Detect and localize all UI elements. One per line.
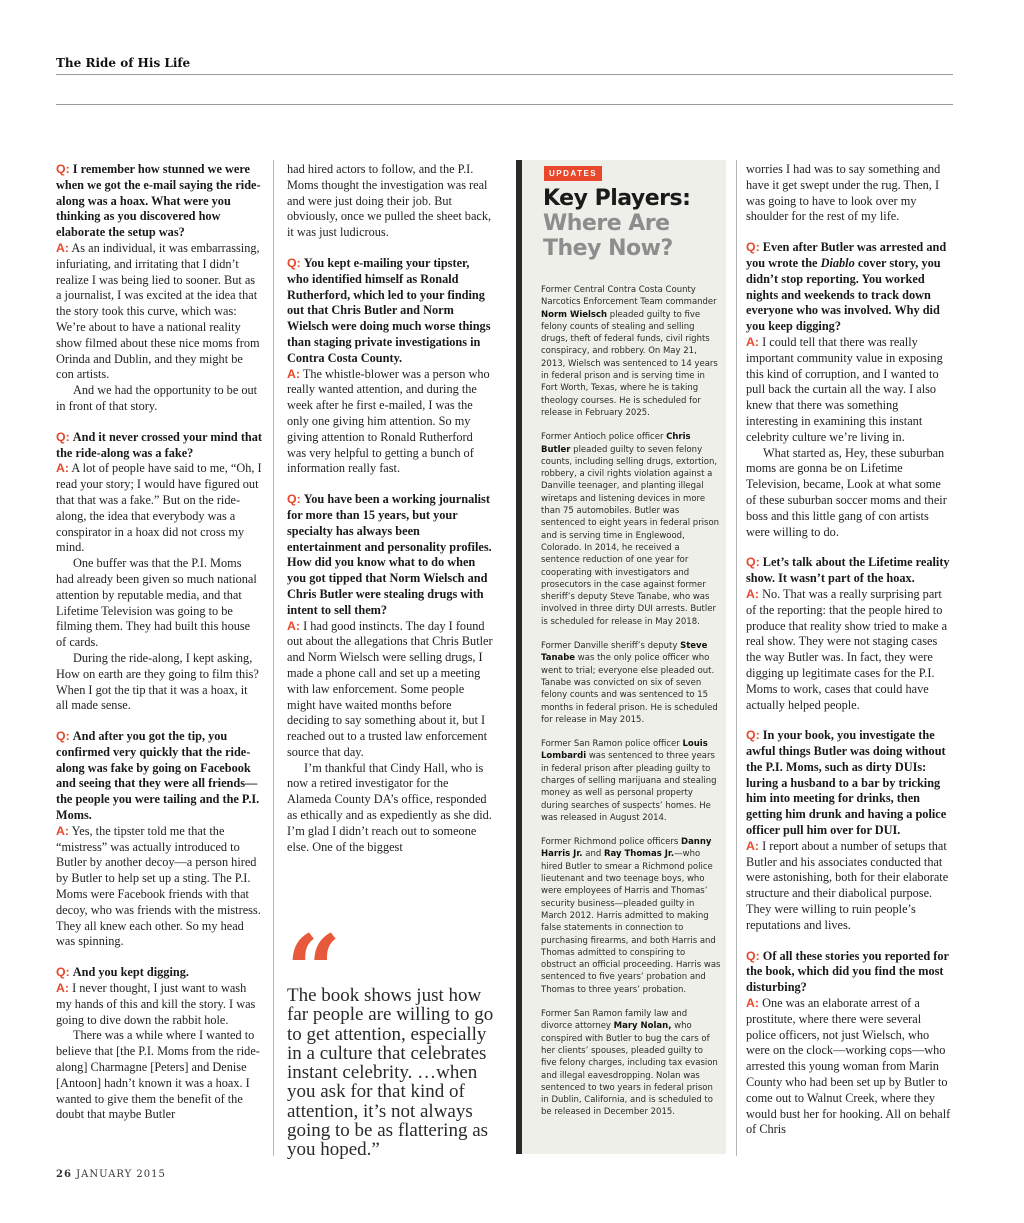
answer-text: I never thought, I just want to wash my hands of this and kill the story. I was going to dive down the rabbit hole.	[56, 981, 256, 1027]
entry-text: pleaded guilty to seven felony counts, including selling drugs, extortion, robbery, a civil rights violation against a Danville teenager, and planting illegal wiretaps and listening devices in more than 75 automobiles. Butler was sentenced to eight years in federal prison and is serving time in Englewood, Colorado. In 2014, he received a sentence reduction of one year for cooperating with investigators and prosecutors in the case against former sheriff’s deputy Steve Tanabe, who was involved in three dirty DUI arrests. Butler is scheduled for release in May 2018.	[541, 444, 720, 627]
entry-text: who conspired with Butler to bug the cars of her clients’ spouses, pleaded guilty to five felony charges, including tax evasion and illegal eavesdropping. Nolan was sentenced to two years in federal prison in Dublin, California, and is scheduled to be released in December 2015.	[541, 1021, 718, 1118]
sidebar-entry	[541, 1008, 721, 1119]
entry-text: —who hired Butler to smear a Richmond police lieutenant and two teenage boys, who were employees of Harris and Thomas’ security business—pleaded guilty in March 2012. Harris admitted to making false statements in connection to purchasing firearms, and both Harris and Thomas admitted to conspiring to obstruct an official proceeding. Harris was sentenced to five years’ probation and Thomas to three years’ probation.	[541, 849, 721, 995]
answer-text: A lot of people have said to me, “Oh, I read your story; I would have figured out that that was a fake.” But on the ride-along, the idea that everybody was a conspirator in a hoax did not cross my mind.	[56, 461, 262, 555]
question-label: Q:	[746, 948, 760, 963]
question-block	[287, 492, 494, 761]
sidebar-entry	[541, 836, 721, 996]
answer-text: The whistle-blower was a person who really wanted attention, and during the week after he first e-mailed, I was the only one giving him attention. So my giving attention to Ronald Rutherford was very helpful to getting a bunch of information really fast.	[287, 366, 490, 476]
answer-label: A:	[287, 618, 300, 633]
question-block	[56, 162, 262, 383]
running-head: The Ride of His Life	[56, 56, 191, 70]
answer-text: I report about a number of setups that Butler and his associates conducted that were astonishing, both for their elaborate structure and their diabolical purpose. They were willing to ruin people’s reputations and lives.	[746, 838, 949, 932]
header-rule	[56, 74, 953, 75]
entry-text: Former San Ramon family law and divorce attorney	[541, 1009, 688, 1032]
question-label: Q:	[56, 429, 70, 444]
updates-tag: UPDATES	[544, 166, 602, 181]
question-label: Q:	[56, 729, 70, 744]
article-column-2	[287, 162, 494, 855]
paragraph: worries I had was to say something and have it get swept under the rug. Then, I was going to have to look over my shoulder for the rest of my life.	[746, 162, 941, 224]
question-text-part: Even after Butler was arrested and you wrote the	[746, 240, 947, 270]
sidebar-subtitle: Where Are They Now?	[543, 211, 673, 261]
entry-text: Former Central Contra Costa County Narcotics Enforcement Team commander	[541, 285, 717, 308]
question-text: In your book, you investigate the awful things Butler was doing without the P.I. Moms, such as dirty DUIs: luring a husband to a bar by tricking him into meeting for drinks, then getting him drunk and having a police officer pull him over for DUI.	[746, 728, 947, 838]
issue-date: JANUARY 2015	[76, 1169, 166, 1180]
answer-text: I could tell that there was really important community value in exposing this kind of corruption, and I wanted to pull back the curtain all the way. I also knew that there was something interesting in examining this instant celebrity culture we’re living in.	[746, 334, 943, 444]
entry-name: Mary Nolan,	[613, 1021, 672, 1032]
answer-text: Yes, the tipster told me that the “mistress” was actually introduced to Butler by another decoy—a person hired by Butler to help set up a sting. The P.I. Moms were Facebook friends with that decoy, who was friends with the mistress. They all knew each other. So my head was spinning.	[56, 823, 261, 949]
question-label: Q:	[287, 255, 301, 270]
entry-name: Steve Tanabe	[541, 641, 708, 664]
sidebar-entry	[541, 738, 721, 824]
entry-text: was sentenced to three years in federal prison after pleading guilty to charges of selling marijuana and stealing money as well as personal property during searches of suspects’ homes. He was released in August 2014.	[541, 751, 717, 823]
sidebar-entry	[541, 431, 721, 628]
paragraph: And we had the opportunity to be out in front of that story.	[56, 383, 258, 413]
answer-label: A:	[746, 586, 759, 601]
question-text-part: cover story, you didn’t stop reporting. You worked nights and weekends to track down everyone who was involved. Why did you keep digging?	[746, 255, 941, 334]
answer-label: A:	[56, 981, 69, 996]
quote-mark-icon: “	[286, 914, 342, 1027]
answer-label: A:	[746, 838, 759, 853]
sidebar-body	[541, 284, 721, 1131]
paragraph: One buffer was that the P.I. Moms had already been given so much national attention by reputable media, and that Lifetime Television was going to be filming them. They had built this house of cards.	[56, 556, 257, 650]
article-column-4	[746, 162, 953, 1138]
answer-label: A:	[56, 823, 69, 838]
answer-label: A:	[746, 334, 759, 349]
question-text: And after you got the tip, you confirmed very quickly that the ride-along was fake by going on Facebook and seeing that they were all friends—the people you were tailing and the P.I. Moms.	[56, 729, 260, 823]
question-label: Q:	[56, 965, 70, 980]
answer-text: One was an elaborate arrest of a prostitute, where there were several police officers, not just Wielsch, who were on the clock—working cops—who arrested this young woman from Marin County who had been set up by Butler to come out to Walnut Creek, where they would bust her for hooking. All on behalf of Chris	[746, 996, 951, 1137]
article-column-1	[56, 162, 262, 1123]
column-divider	[273, 160, 274, 1156]
answer-label: A:	[56, 240, 69, 255]
question-label: Q:	[56, 162, 70, 176]
sidebar-title: Key Players:	[543, 186, 691, 211]
question-text: And you kept digging.	[72, 965, 189, 980]
question-label: Q:	[746, 240, 760, 255]
pull-quote: The book shows just how far people are willing to go to get attention, especially in a culture that celebrates instant celebrity. …when you ask for that kind of attention, it’s not always going to be as flattering as you hoped.”	[287, 985, 494, 1161]
question-text: You have been a working journalist for more than 15 years, but your specialty has always been entertainment and personality profiles. How did you know what to do when you got tipped that Norm Wielsch and Chris Butler were stealing drugs with intent to sell them?	[287, 492, 492, 617]
answer-text: I had good instincts. The day I found out about the allegations that Chris Butler and Norm Wielsch were selling drugs, I made a phone call and set up a meeting with law enforcement. Some people might have waited months before deciding to say something about it, but I reached out to a trusted law enforcement source that day.	[287, 618, 493, 759]
entry-text: Former Richmond police officers	[541, 837, 679, 848]
question-text: And it never crossed your mind that the ride-along was a fake?	[56, 429, 263, 460]
entry-name: Louis Lombardi	[541, 739, 708, 762]
magazine-title: Diablo	[820, 255, 855, 270]
entry-text: Former Antioch police officer	[541, 432, 664, 443]
question-label: Q:	[746, 728, 760, 743]
question-text: You kept e-mailing your tipster, who identified himself as Ronald Rutherford, which led to your finding out that Chris Butler and Norm Wielsch were doing much worse things than staging private investigations in Contra Costa County.	[287, 255, 491, 365]
sidebar-entry	[541, 640, 721, 726]
question-text: Let’s talk about the Lifetime reality show. It wasn’t part of the hoax.	[746, 555, 950, 586]
question-block	[746, 728, 953, 933]
entry-text: pleaded guilty to five felony counts of stealing and selling drugs, theft of federal funds, civil rights conspiracy, and robbery. On May 21, 2013, Wielsch was sentenced to 14 years in federal prison and is serving time in Fort Worth, Texas, where he is taking theology courses. He is scheduled for release in February 2025.	[541, 309, 718, 418]
entry-text: was the only police officer who went to trial; everyone else pleaded out. Tanabe was convicted on six of seven felony counts and was sentenced to 15 months in federal prison. He is scheduled for release in May 2015.	[541, 653, 718, 725]
entry-name: Norm Wielsch	[541, 309, 608, 320]
page-folio	[56, 1169, 166, 1180]
sidebar-entry	[541, 284, 721, 419]
question-block	[56, 965, 262, 1028]
question-block	[746, 240, 953, 445]
entry-name: Ray Thomas Jr.	[603, 849, 675, 860]
question-block	[56, 729, 262, 950]
answer-label: A:	[746, 996, 759, 1011]
header-rule-lower	[56, 104, 953, 105]
entry-text: and	[585, 849, 602, 860]
page-number: 26	[56, 1169, 72, 1180]
entry-text: Former Danville sheriff’s deputy	[541, 641, 678, 652]
answer-text: No. That was a really surprising part of the reporting: that the people hired to produce that reality show tried to make a real show. They were not staging cases the way Butler was. In fact, they were digging up legitimate cases for the P.I. Moms to work, cases that could have actually helped people.	[746, 586, 948, 712]
question-block	[746, 949, 953, 1139]
paragraph: During the ride-along, I kept asking, How on earth are they going to film this? When I got the tip that it was a hoax, it all made sense.	[56, 650, 259, 713]
entry-text: Former San Ramon police officer	[541, 739, 680, 750]
paragraph: had hired actors to follow, and the P.I. Moms thought the investigation was real and were just doing their job. But obviously, once we pulled the sheet back, it was just ludicrous.	[287, 162, 492, 240]
column-divider	[736, 160, 737, 1156]
entry-name: Chris Butler	[541, 432, 691, 455]
paragraph: There was a while where I wanted to believe that [the P.I. Moms from the ride-along] Charmagne [Peters] and Denise [Antoon] hadn’t known it was a hoax. I wanted to give them the benefit of the doubt that maybe Butler	[56, 1028, 260, 1122]
entry-name: Danny Harris Jr.	[541, 837, 712, 860]
question-text: I remember how stunned we were when we got the e-mail saying the ride-along was a hoax. What were you thinking as you discovered how elaborate the setup was?	[56, 162, 261, 240]
question-text: Of all these stories you reported for the book, which did you find the most disturbing?	[746, 948, 949, 995]
question-label: Q:	[287, 492, 301, 507]
question-text	[746, 240, 946, 333]
question-block	[746, 555, 953, 713]
paragraph: I’m thankful that Cindy Hall, who is now a retired investigator for the Alameda County DA’s office, responded as ethically and as expediently as she did. I’m glad I didn’t reach out to someone else. One of the biggest	[287, 760, 492, 854]
answer-text: As an individual, it was embarrassing, infuriating, and irritating that I didn’t realize I was being lied to sooner. But as a journalist, I was excited at the idea that the story took this curve, which was: We’re about to have a national reality show filmed about these nice moms from Orinda and Dublin, and they might be con artists.	[56, 240, 260, 382]
question-block	[287, 256, 494, 477]
question-label: Q:	[746, 555, 760, 570]
answer-label: A:	[56, 461, 69, 476]
answer-label: A:	[287, 366, 300, 381]
paragraph: What started as, Hey, these suburban moms are gonna be on Lifetime Television, became, Look at what some of these suburban soccer moms and their boss and this little gang of con artists were willing to do.	[746, 445, 947, 539]
question-block	[56, 430, 262, 556]
